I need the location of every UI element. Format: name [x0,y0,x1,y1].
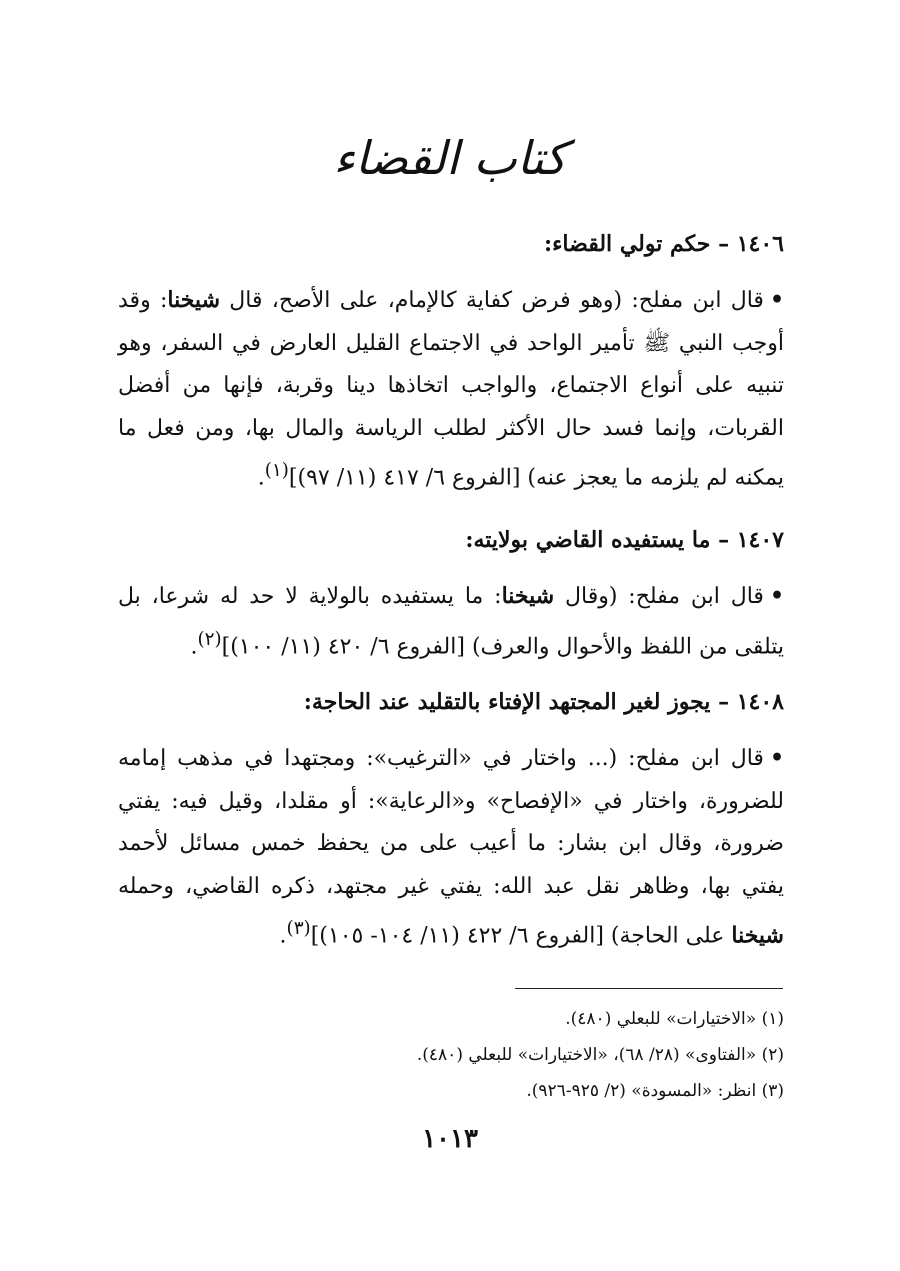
section-number: ١٤٠٦ [736,231,784,257]
footnote-ref: (٢) [197,628,222,650]
book-title: كتاب القضاء [333,131,567,185]
footnote-2: (٢) «الفتاوى» (٢٨/ ٦٨)، «الاختيارات» للبعلي (٤٨٠). [416,1045,784,1065]
bullet-icon: • [769,583,784,609]
section-heading-1406: ١٤٠٦ – حكم تولي القضاء: [543,231,784,257]
section-paragraph-1407: •قال ابن مفلح: (وقال شيخنا: ما يستفيده بالولاية لا حد له شرعا، بل يتلقى من اللفظ والأحوال والعرف) [الفروع ٦/ ٤٢٠ (١١/ ١٠٠)]$^{(٢)}$. [118,583,784,659]
section-heading-1407: ١٤٠٧ – ما يستفيده القاضي بولايته: [465,527,784,553]
section-paragraph-1406: •قال ابن مفلح: (وهو فرض كفاية كالإمام، على الأصح، قال شيخنا: وقد أوجب النبي ﷺ تأمير الواحد في الاجتماع القليل العارض في السفر، وهو تنبيه على أنواع الاجتماع، والواجب اتخاذها دينا وقربة، فإنها من أفضل القربات، وإنما فسد حال الأكثر لطلب الرياسة والمال بها، ومن فعل ما يمكنه لم يلزمه ما يعجز عنه) [الفروع ٦/ ٤١٧ (١١/ ٩٧)]$^{(١)}$. [118,287,785,491]
footnote-1: (١) «الاختيارات» للبعلي (٤٨٠). [565,1009,784,1029]
section-title: ما يستفيده القاضي بولايته: [465,527,711,553]
section-title: يجوز لغير المجتهد الإفتاء بالتقليد عند الحاجة: [303,689,711,715]
section-number: ١٤٠٨ [736,689,784,715]
section-title: حكم تولي القضاء: [543,231,711,257]
bullet-icon: • [769,287,785,313]
section-heading-1408: ١٤٠٨ – يجوز لغير المجتهد الإفتاء بالتقليد عند الحاجة: [303,689,784,715]
page-number: ١٠١٣ [422,1124,478,1154]
footnote-divider [515,988,783,989]
bullet-icon: • [769,745,784,771]
footnote-ref: (٣) [286,918,311,939]
footnote-3: (٣) انظر: «المسودة» (٢/ ٩٢٥-٩٢٦). [526,1081,784,1101]
section-number: ١٤٠٧ [736,527,784,553]
section-paragraph-1408: •قال ابن مفلح: (... واختار في «الترغيب»: ومجتهدا في مذهب إمامه للضرورة، واختار في «الإفصاح» و«الرعاية»: أو مقلدا، وقيل فيه: يفتي ضرورة، وقال ابن بشار: ما أعيب على من يحفظ خمس مسائل لأحمد يفتي بها، وظاهر نقل عبد الله: يفتي غير مجتهد، ذكره القاضي، وحمله شيخنا على الحاجة) [الفروع ٦/ ٤٢٢ (١١/ ١٠٤- ١٠٥)]$^{(٣)}$. [118,745,784,949]
footnote-ref: (١) [264,460,289,481]
